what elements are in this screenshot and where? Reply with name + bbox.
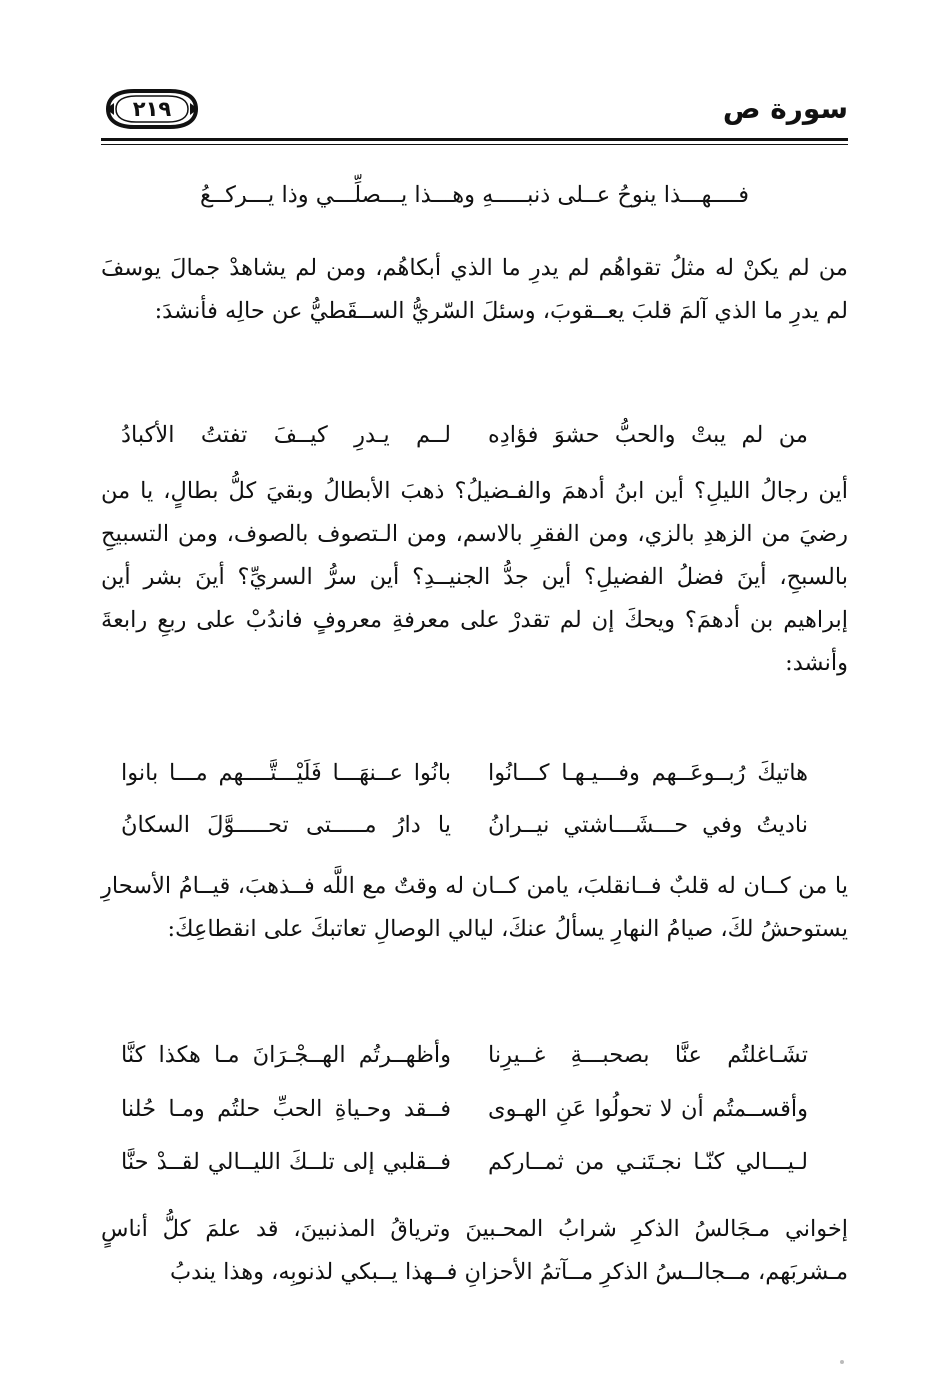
verse-hemistich-left: وأظهــرتُم الهــجْـرَانَ مـا هكذا كنَّا (121, 1042, 451, 1068)
verse-hemistich-right: وأقســمتُم أن لا تحولُوا عَنِ الهـوى (488, 1096, 808, 1122)
surah-title: سورة ص (722, 92, 848, 125)
page-number-badge (104, 88, 200, 130)
verse-hemistich-left: فــقد وحـياةِ الحبِّ حلتُم ومـا حُلنا (121, 1096, 451, 1122)
verse-hemistich-right: هاتيكَ رُبــوعَــهم وفـــيـهـا كـــانُوا (488, 760, 808, 786)
verse-line (101, 415, 848, 455)
scan-speck (840, 1360, 844, 1364)
verse-line (101, 753, 848, 793)
verse-hemistich-right: ناديتُ وفي حـــشَـــاشتي نيــرانُ (488, 812, 808, 838)
paragraph-3: يا من كــان له قلبٌ فــانقلبَ، يامن كــان له وقتٌ مع اللَّه فــذهبَ، قيــامُ الأسحارِ يستوحشُ لكَ، صيامُ النهارِ يسألُ عنكَ، ليالي الوصالِ تعاتبكَ على انقطاعِكَ: (101, 873, 848, 942)
verse-hemistich-right: تشَـاغلتُم عنَّا بصحبـــةِ غــيرِنا (488, 1042, 808, 1068)
paragraph-1: من لم يكنْ له مثلُ تقواهُم لم يدرِ ما الذي أبكاهُم، ومن لم يشاهدْ جمالَ يوسفَ لم يدرِ ما الذي آلمَ قلبَ يعــقوبَ، وسئلَ السّريُّ الســقَطيُّ عن حالِه فأنشدَ: (101, 255, 848, 324)
verse-hemistich-left: فــقلبي إلى تلــكَ الليــالي لقــدْ حنَّا (121, 1149, 451, 1175)
verse-line (101, 805, 848, 845)
verse-line (101, 1089, 848, 1129)
verse-line (101, 1142, 848, 1182)
paragraph-2: أين رجالُ الليلِ؟ أين ابنُ أدهمَ والفـضيلُ؟ ذهبَ الأبطالُ وبقيَ كلُّ بطالٍ، يا من رضيَ من الزهدِ بالزي، ومن الفقرِ بالاسم، ومن الـتصوف بالصوف، ومن التسبيحِ بالسبحِ، أينَ فضلُ الفضيلِ؟ أين جدُّ الجنيــدِ؟ أين سرُّ السريِّ؟ أينَ بشر أين إبراهيم بن أدهمَ؟ ويحكَ إن لم تقدرْ على معرفةِ معروفٍ فاندُبْ على ربعِ رابعةَ وأنشد: (101, 478, 848, 676)
header-rule-thick (101, 138, 848, 141)
verse-hemistich-right: لـيـــالي كنّـا نجـتَنـي من ثمــاركم (488, 1149, 808, 1175)
header-rule-thin (101, 144, 848, 145)
page-number: ٢١٩ (132, 97, 172, 121)
verse-hemistich-left: لــم يـدرِ كيــفَ تفتتُ الأكبادُ (121, 422, 451, 448)
verse-hemistich-left: يا دارُ مـــــتى تحـــــوَّلَ السكانُ (121, 812, 451, 838)
verse-intro: فــــهـــذا ينوحُ عــلى ذنبـــــهِ وهـــذا يـــصلِّـــي وذا يـــركــعُ (199, 182, 750, 208)
verse-hemistich-right: من لم يبتْ والحبُّ حشوَ فؤادِه (488, 422, 808, 448)
verse-hemistich-left: بانُوا عــنهَـــا فَلَيْـــتَّــــهم مـــا بانوا (121, 760, 451, 786)
verse-line (101, 1035, 848, 1075)
paragraph-4: إخواني مـجَالسُ الذكرِ شرابُ المحـبينَ وترياقُ المذنبينَ، قد علمَ كلُّ أناسٍ مـشربَهم، مــجالــسُ الذكرِ مــآتمُ الأحزانِ فــهذا يــبكي لذنوبِه، وهذا يندبُ (101, 1216, 848, 1285)
